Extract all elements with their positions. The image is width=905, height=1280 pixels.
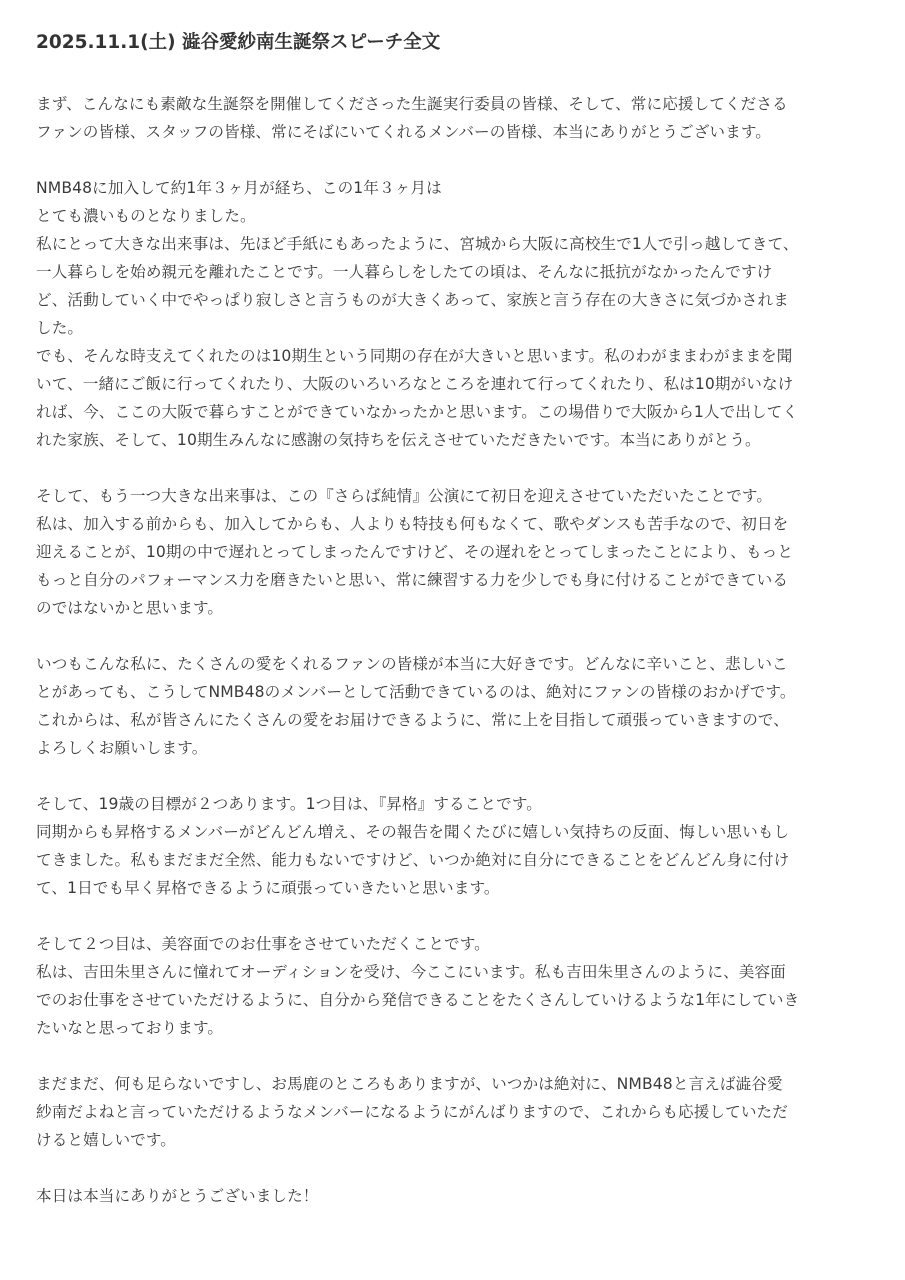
text-line: 私は、吉田朱里さんに憧れてオーディションを受け、今ここにいます。私も吉田朱里さんのように、美容面 (36, 963, 786, 981)
text-line: たいなと思っております。 (36, 1019, 224, 1037)
text-line: でも、そんな時支えてくれたのは10期生という同期の存在が大きいと思います。私のわがままわがままを聞 (36, 347, 793, 365)
paragraph-3 (36, 482, 881, 622)
text-line: れば、今、ここの大阪で暮らすことができていなかったかと思います。この場借りで大阪から1人で出してく (36, 403, 799, 421)
text-line: のではないかと思います。 (36, 599, 224, 617)
text-line: れた家族、そして、10期生みんなに感謝の気持ちを伝えさせていただきたいです。本当にありがとう。 (36, 431, 761, 449)
text-line: そして、19歳の目標が２つあります。1つ目は、『昇格』することです。 (36, 795, 542, 813)
text-line: そして２つ目は、美容面でのお仕事をさせていただくことです。 (36, 935, 490, 953)
text-line: NMB48に加入して約1年３ヶ月が経ち、この1年３ヶ月は (36, 179, 442, 197)
text-line: 紗南だよねと言っていただけるようなメンバーになるようにがんばりますので、これからも応援していただ (36, 1103, 788, 1121)
paragraph-7 (36, 1070, 881, 1154)
text-line: そして、もう一つ大きな出来事は、この『さらば純情』公演にて初日を迎えさせていただいたことです。 (36, 487, 773, 505)
text-line: 私にとって大きな出来事は、先ほど手紙にもあったように、宮城から大阪に高校生で1人で引っ越してきて、 (36, 235, 799, 253)
text-line: 同期からも昇格するメンバーがどんどん増え、その報告を聞くたびに嬉しい気持ちの反面、悔しい思いもし (36, 823, 790, 841)
paragraph-4 (36, 650, 881, 762)
text-line: て、1日でも早く昇格できるように頑張っていきたいと思います。 (36, 879, 500, 897)
text-line: でのお仕事をさせていただけるように、自分から発信できることをたくさんしていけるような1年にしていき (36, 991, 800, 1009)
text-line: まだまだ、何も足らないですし、お馬鹿のところもありますが、いつかは絶対に、NMB48と言えば澁谷愛 (36, 1075, 783, 1093)
text-line: した。 (36, 319, 84, 337)
text-line: いて、一緒にご飯に行ってくれたり、大阪のいろいろなところを連れて行ってくれたり、私は10期がいなけ (36, 375, 794, 393)
text-line: これからは、私が皆さんにたくさんの愛をお届けできるように、常に上を目指して頑張っていきますので、 (36, 711, 789, 729)
document-title: 2025.11.1(土) 澁谷愛紗南生誕祭スピーチ全文 (36, 32, 441, 53)
text-line: てきました。私もまだまだ全然、能力もないですけど、いつか絶対に自分にできることをどんどん身に付け (36, 851, 790, 869)
text-line: ファンの皆様、スタッフの皆様、常にそばにいてくれるメンバーの皆様、本当にありがとうございます。 (36, 123, 771, 141)
text-line: 迎えることが、10期の中で遅れとってしまったんですけど、その遅れをとってしまったことにより、もっと (36, 543, 794, 561)
text-line: 一人暮らしを始め親元を離れたことです。一人暮らしをしたての頃は、そんなに抵抗がなかったんですけ (36, 263, 773, 281)
paragraph-8 (36, 1182, 881, 1210)
text-line: とても濃いものとなりました。 (36, 207, 256, 225)
text-line: 私は、加入する前からも、加入してからも、人よりも特技も何もなくて、歌やダンスも苦手なので、初日を (36, 515, 789, 533)
text-line: けると嬉しいです。 (36, 1131, 176, 1149)
paragraph-5 (36, 790, 881, 902)
paragraph-2 (36, 174, 881, 454)
text-line: 本日は本当にありがとうございました！ (36, 1187, 319, 1205)
paragraph-1 (36, 90, 881, 146)
text-line: とがあっても、こうしてNMB48のメンバーとして活動できているのは、絶対にファンの皆様のおかげです。 (36, 683, 796, 701)
text-line: よろしくお願いします。 (36, 739, 208, 757)
text-line: いつもこんな私に、たくさんの愛をくれるファンの皆様が本当に大好きです。どんなに辛いこと、悲しいこ (36, 655, 788, 673)
paragraph-6 (36, 930, 881, 1042)
text-line: まず、こんなにも素敵な生誕祭を開催してくださった生誕実行委員の皆様、そして、常に応援してくださる (36, 95, 788, 113)
text-line: もっと自分のパフォーマンス力を磨きたいと思い、常に練習する力を少しでも身に付けることができている (36, 571, 789, 589)
text-line: ど、活動していく中でやっぱり寂しさと言うものが大きくあって、家族と言う存在の大きさに気づかされま (36, 291, 789, 309)
